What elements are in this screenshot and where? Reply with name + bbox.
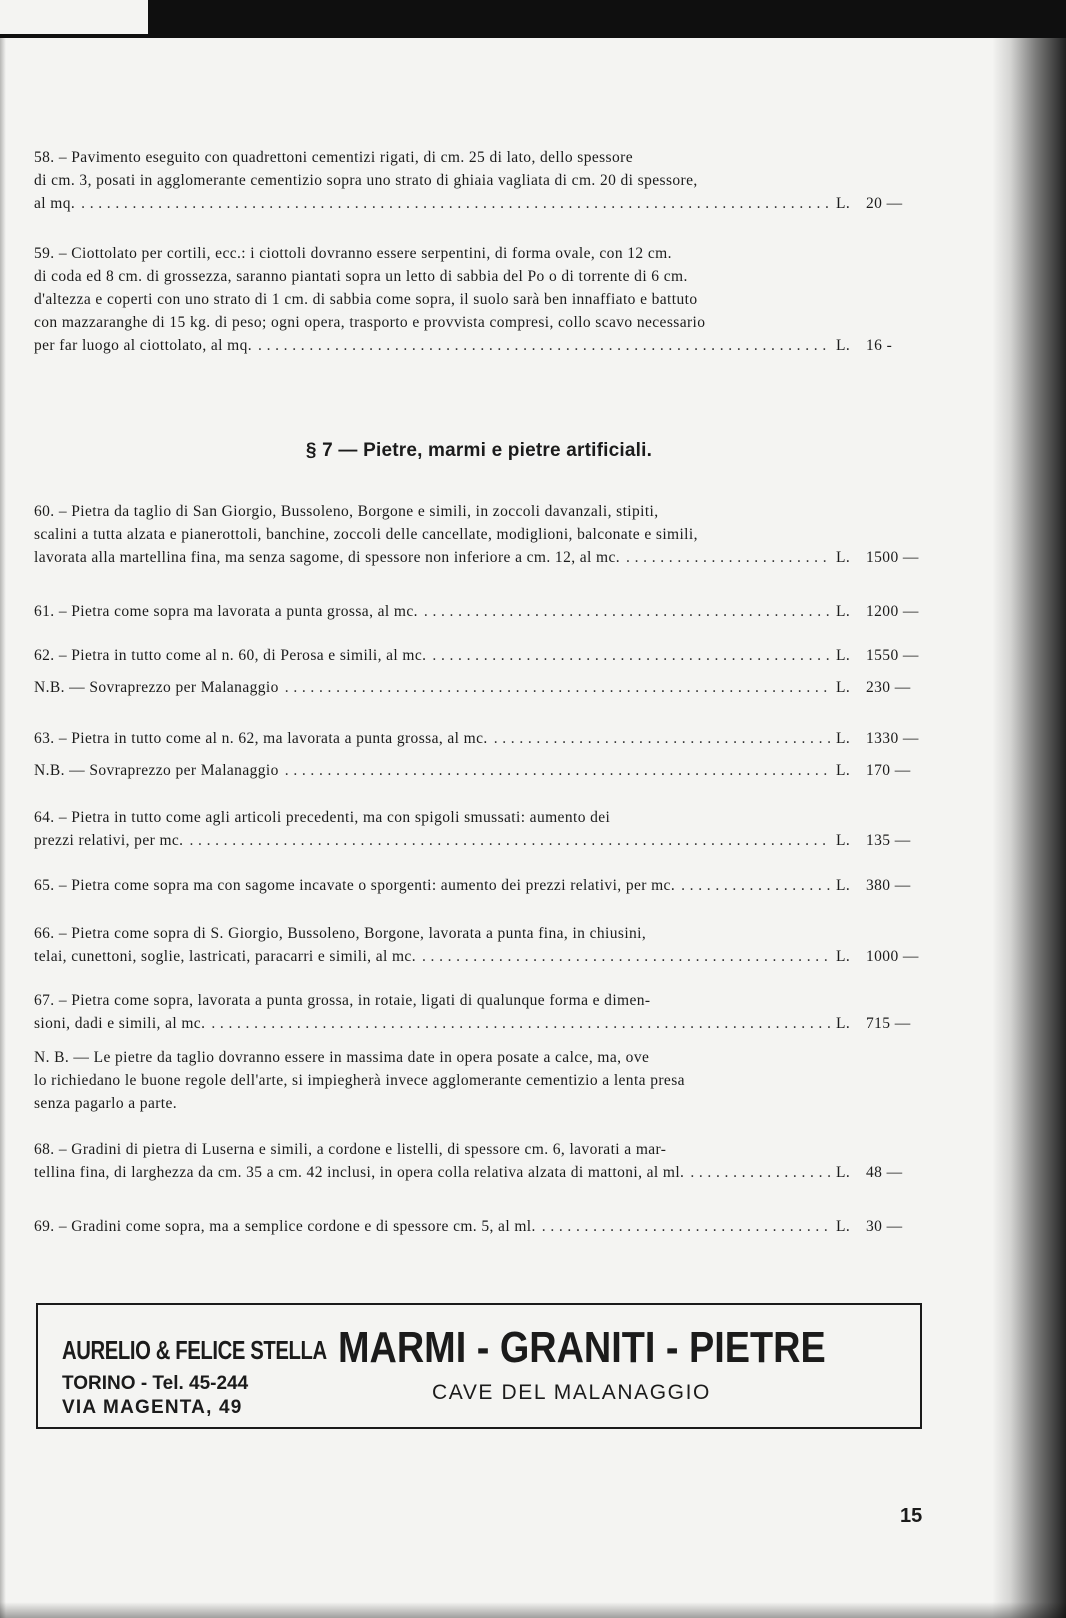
dot-leader	[211, 1012, 830, 1035]
entry-price: 135 —	[866, 832, 911, 849]
entry-price-line	[34, 727, 924, 750]
entry-text: 61. – Pietra come sopra ma lavorata a punta grossa, al mc.	[34, 603, 418, 620]
entry-text: tellina fina, di larghezza da cm. 35 a cm. 42 inclusi, in opera colla relativa alzata di mattoni, al ml.	[34, 1164, 685, 1181]
entry-price-line	[34, 676, 924, 699]
entry-text: N.B. — Sovraprezzo per Malanaggio	[34, 762, 279, 779]
entry-67	[34, 989, 924, 1035]
scan-left-edge	[0, 38, 6, 1618]
entry-text: 65. – Pietra come sopra ma con sagome incavate o sporgenti: aumento dei prezzi relativi, per mc.	[34, 877, 676, 894]
ad-headline: MARMI - GRANITI - PIETRE	[338, 1323, 826, 1372]
entry-line: 68. – Gradini di pietra di Luserna e simili, a cordone e listelli, di spessore cm. 6, lavorati a mar-	[34, 1141, 667, 1158]
ad-brand-name: AURELIO & FELICE STELLA	[62, 1335, 327, 1365]
note-line: N. B. — Le pietre da taglio dovranno essere in massima date in opera posate a calce, ma, ove	[34, 1049, 650, 1066]
ad-street-address: VIA MAGENTA, 49	[62, 1397, 243, 1418]
ad-subheadline: CAVE DEL MALANAGGIO	[432, 1381, 711, 1404]
entry-text: prezzi relativi, per mc.	[34, 832, 184, 849]
entry-line: d'altezza e coperti con uno strato di 1 cm. di sabbia come sopra, il suolo sarà ben innaffiato e battuto	[34, 291, 698, 308]
entry-price-line	[34, 1161, 924, 1184]
dot-leader	[690, 1161, 830, 1184]
note-line: lo richiedano le buone regole dell'arte, si impiegherà invece agglomerante cementizio a lenta presa	[34, 1072, 685, 1089]
entry-63	[34, 727, 924, 750]
dot-leader	[285, 759, 830, 782]
entry-65	[34, 874, 924, 897]
dot-leader	[494, 727, 830, 750]
currency-label: L.	[836, 1015, 851, 1032]
entry-62-nb	[34, 676, 924, 699]
entry-text: telai, cunettoni, soglie, lastricati, paracarri e simili, al mc.	[34, 948, 416, 965]
currency-label: L.	[836, 603, 851, 620]
entry-line: con mazzaranghe di 15 kg. di peso; ogni opera, trasporto e provvista compresi, collo scavo necessario	[34, 314, 706, 331]
entry-price-line	[34, 600, 924, 623]
scan-top-border	[0, 0, 1066, 38]
dot-leader	[432, 644, 830, 667]
currency-label: L.	[836, 1164, 851, 1181]
dot-leader	[681, 874, 830, 897]
dot-leader	[81, 192, 830, 215]
entry-line: 59. – Ciottolato per cortili, ecc.: i ciottoli dovranno essere serpentini, di forma ovale, con 12 cm.	[34, 245, 672, 262]
currency-label: L.	[836, 195, 851, 212]
entry-line: scalini a tutta alzata e pianerottoli, banchine, zoccoli delle cancellate, modiglioni, balconate e simili,	[34, 526, 698, 543]
entry-price: 16 -	[866, 337, 893, 354]
entry-59	[34, 242, 924, 357]
entry-line: 60. – Pietra da taglio di San Giorgio, Bussoleno, Borgone e simili, in zoccoli davanzali, stipiti,	[34, 503, 659, 520]
entry-66	[34, 922, 924, 968]
entry-text: 63. – Pietra in tutto come al n. 62, ma lavorata a punta grossa, al mc.	[34, 730, 488, 747]
currency-label: L.	[836, 1218, 851, 1235]
entry-price-line	[34, 334, 924, 357]
entry-line: 67. – Pietra come sopra, lavorata a punta grossa, in rotaie, ligati di qualunque forma e dimen-	[34, 992, 651, 1009]
entry-68	[34, 1138, 924, 1184]
dot-leader	[189, 829, 830, 852]
entry-price: 230 —	[866, 679, 911, 696]
entry-line: 66. – Pietra come sopra di S. Giorgio, Bussoleno, Borgone, lavorata a punta fina, in chiusini,	[34, 925, 647, 942]
entry-price: 1200 —	[866, 603, 919, 620]
entry-price: 30 —	[866, 1218, 903, 1235]
entry-line: di coda ed 8 cm. di grossezza, saranno piantati sopra un letto di sabbia del Po o di torrente di 6 cm.	[34, 268, 688, 285]
dot-leader	[542, 1215, 830, 1238]
note-line: senza pagarlo a parte.	[34, 1095, 178, 1112]
entry-61	[34, 600, 924, 623]
scan-right-edge-shadow	[992, 38, 1066, 1618]
entry-price-line	[34, 874, 924, 897]
dot-leader	[424, 600, 830, 623]
entry-69	[34, 1215, 924, 1238]
entry-price: 1000 —	[866, 948, 919, 965]
entry-line: 58. – Pavimento eseguito con quadrettoni cementizi rigati, di cm. 25 di lato, dello spessore	[34, 149, 633, 166]
entry-price-line	[34, 546, 924, 569]
note-block	[34, 1046, 924, 1115]
currency-label: L.	[836, 337, 851, 354]
currency-label: L.	[836, 877, 851, 894]
entry-text: N.B. — Sovraprezzo per Malanaggio	[34, 679, 279, 696]
entry-price: 380 —	[866, 877, 911, 894]
entry-price: 1330 —	[866, 730, 919, 747]
entry-58	[34, 146, 924, 215]
currency-label: L.	[836, 730, 851, 747]
entry-text: lavorata alla martellina fina, ma senza sagome, di spessore non inferiore a cm. 12, al mc.	[34, 549, 621, 566]
entry-60	[34, 500, 924, 569]
entry-price-line	[34, 945, 924, 968]
entry-price-line	[34, 192, 924, 215]
advertisement-box	[36, 1303, 922, 1429]
ad-city-phone: TORINO - Tel. 45-244	[62, 1373, 249, 1394]
entry-price: 715 —	[866, 1015, 911, 1032]
entry-price: 170 —	[866, 762, 911, 779]
entry-price-line	[34, 759, 924, 782]
entry-62	[34, 644, 924, 667]
entry-price-line	[34, 829, 924, 852]
entry-price: 48 —	[866, 1164, 903, 1181]
entry-price: 20 —	[866, 195, 903, 212]
dot-leader	[285, 676, 830, 699]
currency-label: L.	[836, 679, 851, 696]
entry-text: 69. – Gradini come sopra, ma a semplice cordone e di spessore cm. 5, al ml.	[34, 1218, 536, 1235]
entry-text: sioni, dadi e simili, al mc.	[34, 1015, 206, 1032]
entry-price-line	[34, 644, 924, 667]
dot-leader	[422, 945, 830, 968]
currency-label: L.	[836, 647, 851, 664]
currency-label: L.	[836, 762, 851, 779]
entry-price: 1550 —	[866, 647, 919, 664]
dot-leader	[258, 334, 830, 357]
dot-leader	[626, 546, 830, 569]
entry-63-nb	[34, 759, 924, 782]
page-number: 15	[900, 1505, 923, 1527]
entry-price-line	[34, 1012, 924, 1035]
scan-bottom-shadow	[0, 1602, 1066, 1618]
entry-price-line	[34, 1215, 924, 1238]
currency-label: L.	[836, 948, 851, 965]
entry-line: di cm. 3, posati in agglomerante cementizio sopra uno strato di ghiaia vagliata di cm. 20 di spessore,	[34, 172, 698, 189]
entry-text: 62. – Pietra in tutto come al n. 60, di Perosa e simili, al mc.	[34, 647, 427, 664]
entry-price: 1500 —	[866, 549, 919, 566]
entry-64	[34, 806, 924, 852]
entry-text: al mq.	[34, 195, 76, 212]
section-title: § 7 — Pietre, marmi e pietre artificiali.	[305, 440, 653, 461]
entry-text: per far luogo al ciottolato, al mq.	[34, 337, 253, 354]
currency-label: L.	[836, 549, 851, 566]
entry-line: 64. – Pietra in tutto come agli articoli precedenti, ma con spigoli smussati: aumento dei	[34, 809, 611, 826]
scan-top-notch	[0, 0, 148, 34]
currency-label: L.	[836, 832, 851, 849]
